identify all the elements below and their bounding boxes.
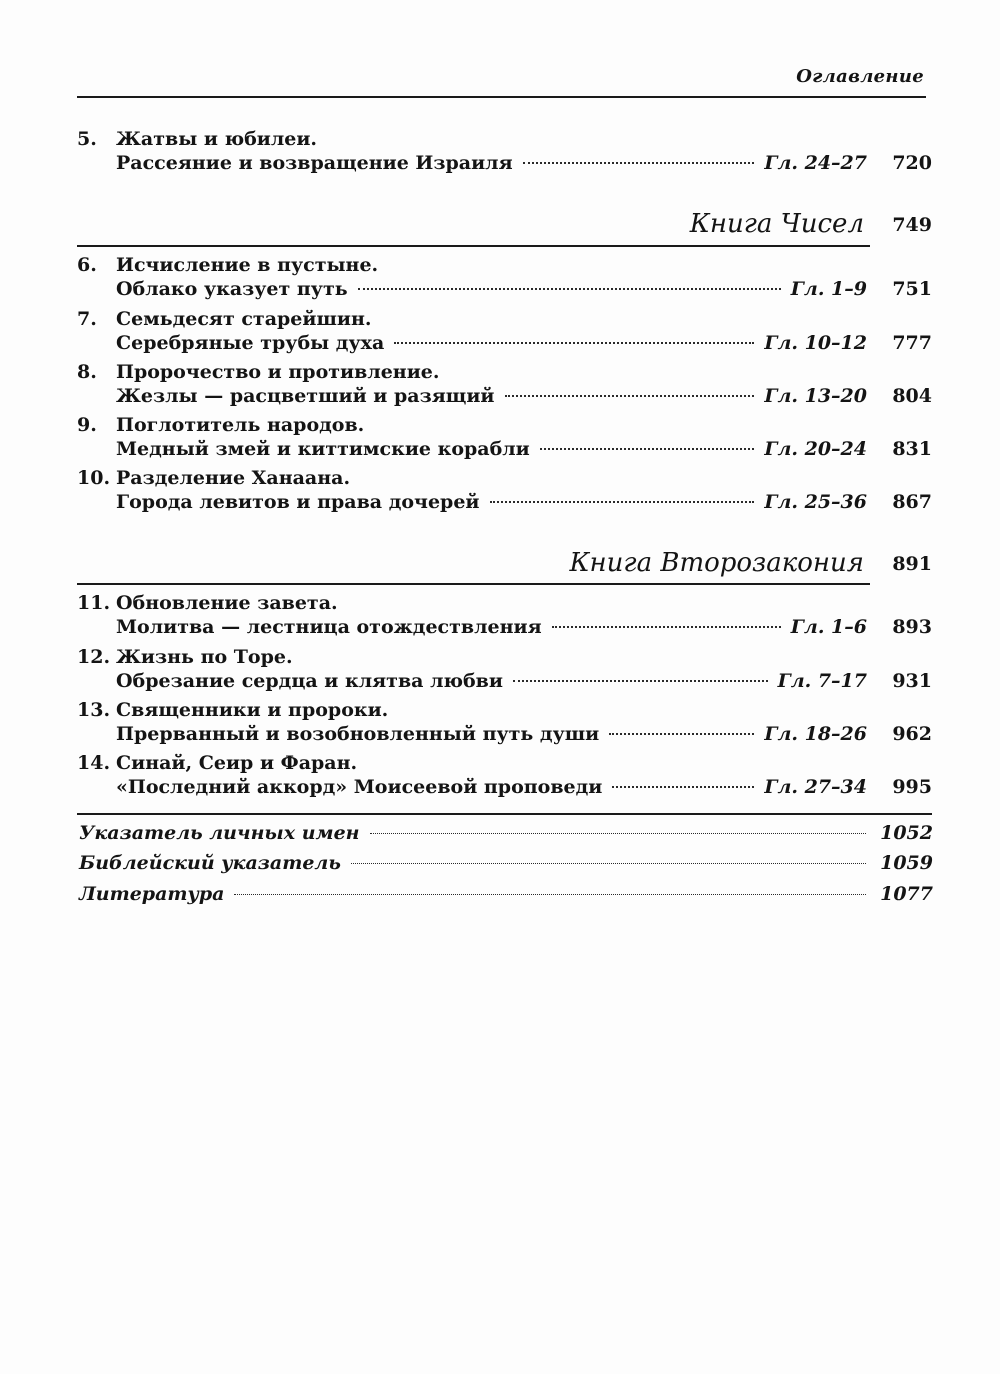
entry-number: 6. [77,254,97,276]
entry-chapters: Гл. 7–17 [777,670,867,692]
entry-number: 14. [77,752,111,774]
entry-title: Жизнь по Торе. [116,646,293,668]
index-entry[interactable] [79,819,933,847]
entry-title: Пророчество и противление. [116,361,440,383]
running-title: Оглавление [796,66,924,87]
index-entry[interactable] [79,880,933,908]
entry-chapters: Гл. 25–36 [764,491,867,513]
entry-page: 995 [892,776,932,798]
dot-leader [351,863,866,864]
entry-subtitle: Обрезание сердца и клятва любви [116,670,503,692]
entry-subtitle: Молитва — лестница отождествления [116,616,542,638]
dot-leader [523,162,755,164]
entry-title: Семьдесят старейшин. [116,308,372,330]
index-rule [77,813,932,815]
dot-leader [490,501,755,503]
entry-subtitle: Медный змей и киттимские корабли [116,438,530,460]
entry-page: 867 [892,491,932,513]
book-heading[interactable] [77,546,932,580]
dot-leader [612,786,754,788]
book-title: Книга Второзакония [569,548,864,578]
entry-title: Священники и пророки. [116,699,389,721]
dot-leader [234,894,866,895]
index-page: 1059 [880,852,933,874]
entry-subtitle: Серебряные трубы духа [116,332,385,354]
entry-chapters: Гл. 18–26 [764,723,867,745]
entry-number: 7. [77,308,97,330]
book-heading[interactable] [77,207,932,241]
entry-number: 12. [77,646,111,668]
book-rule [77,245,870,247]
entry-chapters: Гл. 27–34 [764,776,867,798]
entry-page: 751 [892,278,932,300]
dot-leader [505,395,755,397]
entry-subtitle: Города левитов и права дочерей [116,491,480,513]
entry-number: 13. [77,699,111,721]
entry-subtitle: Прерванный и возобновленный путь души [116,723,600,745]
entry-chapters: Гл. 13–20 [764,385,867,407]
book-page: 749 [892,214,932,236]
entry-subtitle: Облако указует путь [116,278,348,300]
entry-page: 777 [892,332,932,354]
entry-number: 5. [77,128,97,150]
dot-leader [552,626,781,628]
entry-title: Разделение Ханаана. [116,467,351,489]
dot-leader [370,833,867,834]
index-title: Литература [79,883,225,905]
dot-leader [394,342,754,344]
entry-chapters: Гл. 24–27 [764,152,867,174]
entry-page: 962 [892,723,932,745]
book-title: Книга Чисел [689,209,864,239]
book-rule [77,583,870,585]
entry-title: Жатвы и юбилеи. [116,128,318,150]
entry-title: Поглотитель народов. [116,414,365,436]
entry-page: 831 [892,438,932,460]
entry-number: 11. [77,592,111,614]
entry-page: 720 [892,152,932,174]
index-page: 1052 [880,822,933,844]
header-rule [77,96,926,98]
dot-leader [358,288,781,290]
dot-leader [513,680,768,682]
entry-number: 8. [77,361,97,383]
index-entry[interactable] [79,849,933,877]
entry-title: Синай, Сеир и Фаран. [116,752,358,774]
entry-page: 931 [892,670,932,692]
entry-number: 9. [77,414,97,436]
entry-page: 804 [892,385,932,407]
dot-leader [540,448,755,450]
index-page: 1077 [880,883,933,905]
entry-chapters: Гл. 10–12 [764,332,867,354]
entry-chapters: Гл. 1–6 [790,616,867,638]
index-title: Указатель личных имен [79,822,360,844]
entry-subtitle: Рассеяние и возвращение Израиля [116,152,513,174]
index-title: Библейский указатель [79,852,341,874]
entry-title: Обновление завета. [116,592,338,614]
entry-number: 10. [77,467,111,489]
entry-chapters: Гл. 20–24 [764,438,867,460]
dot-leader [609,733,754,735]
entry-subtitle: Жезлы — расцветший и разящий [116,385,495,407]
book-page: 891 [892,553,932,575]
entry-title: Исчисление в пустыне. [116,254,379,276]
entry-subtitle: «Последний аккорд» Моисеевой проповеди [116,776,603,798]
entry-chapters: Гл. 1–9 [790,278,867,300]
entry-page: 893 [892,616,932,638]
